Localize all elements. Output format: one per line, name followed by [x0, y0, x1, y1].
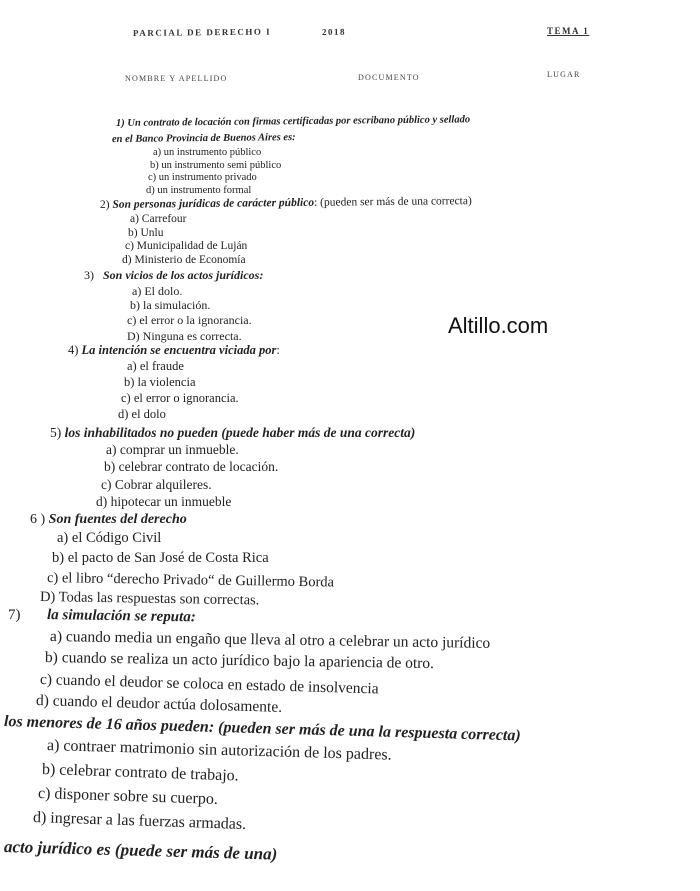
- question-text-continued: en el Banco Provincia de Buenos Aires es:: [111, 132, 296, 145]
- question-number: 2): [99, 198, 110, 211]
- option: d) ingresar a las fuerzas armadas.: [32, 809, 247, 834]
- question-text: La intención se encuentra viciada por: [81, 343, 277, 357]
- option: d) Ministerio de Economía: [122, 254, 246, 266]
- question-text: Son fuentes del derecho: [48, 512, 187, 527]
- exam-year: 2018: [321, 26, 347, 37]
- option: c) el error o la ignorancia.: [127, 313, 252, 327]
- question-number: 7): [8, 607, 21, 623]
- option: c) Cobrar alquileres.: [101, 477, 212, 492]
- option: b) la simulación.: [130, 298, 211, 312]
- question-text: los inhabilitados no pueden (puede haber más de una correcta): [64, 425, 416, 440]
- question-note: :: [276, 343, 280, 357]
- question-number: 6 ): [30, 512, 46, 527]
- option: d) un instrumento formal: [146, 185, 252, 196]
- question-text: acto jurídico es (puede ser más de una): [3, 837, 278, 864]
- option: c) un instrumento privado: [148, 172, 257, 183]
- option: b) celebrar contrato de locación.: [104, 459, 279, 474]
- option: a) contraer matrimonio sin autorización de los padres.: [46, 737, 392, 764]
- option: a) un instrumento público: [153, 147, 262, 158]
- option: b) la violencia: [124, 375, 196, 389]
- question-text: Son vicios de los actos jurídicos:: [103, 268, 264, 282]
- document-label: DOCUMENTO: [358, 73, 420, 82]
- exam-title: PARCIAL DE DERECHO I: [132, 26, 272, 38]
- question-text: Son personas jurídicas de carácter público: [112, 196, 315, 211]
- option: b) el pacto de San José de Costa Rica: [52, 550, 269, 566]
- option: b) Unlu: [128, 227, 164, 239]
- option: b) un instrumento semi público: [150, 160, 282, 171]
- option: a) comprar un inmueble.: [106, 442, 239, 457]
- exam-theme: TEMA 1: [547, 26, 590, 36]
- option: d) el dolo: [118, 407, 166, 421]
- option: a) cuando media un engaño que lleva al otro a celebrar un acto jurídico: [49, 628, 491, 652]
- watermark: Altillo.com: [448, 313, 549, 338]
- place-label: LUGAR: [547, 70, 581, 79]
- option: a) El dolo.: [132, 284, 183, 298]
- question-number: 3): [84, 268, 94, 282]
- option: d) hipotecar un inmueble: [96, 494, 232, 509]
- option: a) Carrefour: [130, 213, 187, 225]
- question-text: Un contrato de locación con firmas certificadas por escribano público y sellado: [127, 114, 471, 129]
- option: c) el error o ignorancia.: [121, 391, 239, 405]
- question-text: los menores de 16 años pueden: (pueden ser más de una la respuesta correcta): [3, 713, 521, 745]
- question-number: 1): [115, 117, 125, 129]
- option: D) Todas las respuestas son correctas.: [39, 589, 260, 609]
- name-label: NOMBRE Y APELLIDO: [125, 74, 228, 83]
- option: a) el fraude: [127, 359, 184, 373]
- option: c) cuando el deudor se coloca en estado de insolvencia: [39, 671, 379, 698]
- option: D) Ninguna es correcta.: [127, 329, 242, 343]
- option: b) cuando se realiza un acto jurídico bajo la apariencia de otro.: [44, 649, 435, 673]
- option: b) celebrar contrato de trabajo.: [41, 761, 239, 785]
- question-number: 5): [50, 425, 62, 440]
- question-text: la simulación se reputa:: [46, 607, 196, 626]
- option: a) el Código Civil: [57, 530, 162, 546]
- option: c) disponer sobre su cuerpo.: [37, 785, 219, 808]
- question-note: : (pueden ser más de una correcta): [313, 195, 472, 209]
- question-number: 4): [68, 343, 79, 357]
- option: d) cuando el deudor actúa dolosamente.: [35, 692, 283, 716]
- option: c) Municipalidad de Luján: [125, 240, 248, 252]
- option: c) el libro “derecho Privado“ de Guillermo Borda: [46, 570, 335, 591]
